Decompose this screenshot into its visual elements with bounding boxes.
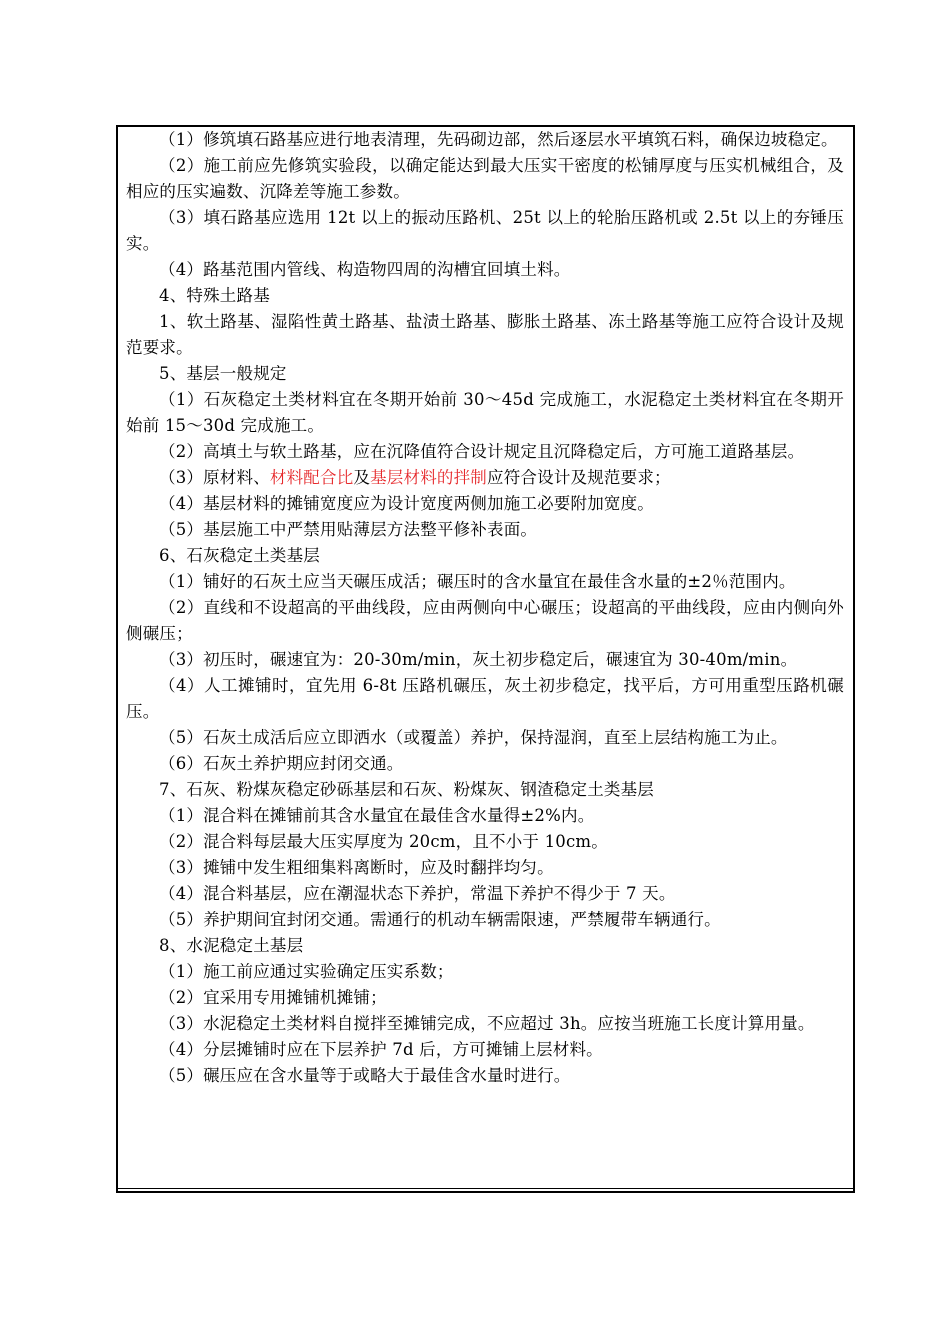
paragraph: （4）人工摊铺时，宜先用 6-8t 压路机碾压，灰土初步稳定，找平后，方可用重型压路机碾压。: [126, 676, 844, 721]
paragraph: （2）高填土与软土路基，应在沉降值符合设计规定且沉降稳定后，方可施工道路基层。: [159, 442, 805, 461]
paragraph: （1）石灰稳定土类材料宜在冬期开始前 30～45d 完成施工，水泥稳定土类材料宜在冬期开始前 15～30d 完成施工。: [126, 390, 844, 435]
text-span: 应符合设计及规范要求；: [487, 468, 671, 487]
paragraph: （4）分层摊铺时应在下层养护 7d 后，方可摊铺上层材料。: [159, 1040, 603, 1059]
document-table-frame: [116, 125, 855, 1193]
paragraph: 1、软土路基、湿陷性黄土路基、盐渍土路基、膨胀土路基、冻土路基等施工应符合设计及规范要求。: [126, 312, 844, 357]
paragraph: （2）宜采用专用摊铺机摊铺；: [159, 988, 387, 1007]
paragraph: （4）混合料基层，应在潮湿状态下养护，常温下养护不得少于 7 天。: [159, 884, 676, 903]
highlighted-text: 材料配合比: [269, 468, 354, 487]
section-heading: 4、特殊土路基: [159, 286, 270, 305]
paragraph: （3）摊铺中发生粗细集料离断时，应及时翻拌均匀。: [159, 858, 554, 877]
paragraph: （3）水泥稳定土类材料自搅拌至摊铺完成，不应超过 3h。应按当班施工长度计算用量。: [159, 1014, 815, 1033]
paragraph: （3）初压时，碾速宜为：20-30m/min，灰土初步稳定后，碾速宜为 30-40m/min。: [159, 650, 798, 669]
highlighted-text: 基层材料的拌制: [370, 468, 488, 487]
paragraph: （2）施工前应先修筑实验段，以确定能达到最大压实干密度的松铺厚度与压实机械组合，及相应的压实遍数、沉降差等施工参数。: [126, 156, 844, 201]
paragraph: （1）铺好的石灰土应当天碾压成活；碾压时的含水量宜在最佳含水量的±2％范围内。: [159, 572, 796, 591]
paragraph: （1）混合料在摊铺前其含水量宜在最佳含水量得±2%内。: [159, 806, 595, 825]
paragraph: （6）石灰土养护期应封闭交通。: [159, 754, 404, 773]
paragraph: （4）路基范围内管线、构造物四周的沟槽宜回填土料。: [159, 260, 571, 279]
section-heading: 5、基层一般规定: [159, 364, 287, 383]
paragraph: （5）基层施工中严禁用贴薄层方法整平修补表面。: [159, 520, 538, 539]
paragraph: （1）修筑填石路基应进行地表清理，先码砌边部，然后逐层水平填筑石料，确保边坡稳定。: [159, 130, 838, 149]
paragraph: （1）施工前应通过实验确定压实系数；: [159, 962, 454, 981]
paragraph: （3）填石路基应选用 12t 以上的振动压路机、25t 以上的轮胎压路机或 2.5t 以上的夯锤压实。: [126, 208, 844, 253]
paragraph: （2）混合料每层最大压实厚度为 20cm，且不小于 10cm。: [159, 832, 608, 851]
section-heading: 8、水泥稳定土基层: [159, 936, 304, 955]
section-heading: 7、石灰、粉煤灰稳定砂砾基层和石灰、粉煤灰、钢渣稳定土类基层: [159, 780, 654, 799]
document-body: [126, 127, 844, 1089]
text-span: 及: [353, 468, 371, 487]
paragraph: （5）养护期间宜封闭交通。需通行的机动车辆需限速，严禁履带车辆通行。: [159, 910, 721, 929]
section-heading: 6、石灰稳定土类基层: [159, 546, 320, 565]
paragraph-highlighted: [126, 465, 844, 491]
paragraph: （2）直线和不设超高的平曲线段，应由两侧向中心碾压；设超高的平曲线段，应由内侧向外侧碾压；: [126, 598, 844, 643]
paragraph: （4）基层材料的摊铺宽度应为设计宽度两侧加施工必要附加宽度。: [159, 494, 654, 513]
paragraph: （5）碾压应在含水量等于或略大于最佳含水量时进行。: [159, 1066, 571, 1085]
paragraph: （5）石灰土成活后应立即洒水（或覆盖）养护，保持湿润，直至上层结构施工为止。: [159, 728, 788, 747]
text-span: （3）原材料、: [159, 468, 270, 487]
